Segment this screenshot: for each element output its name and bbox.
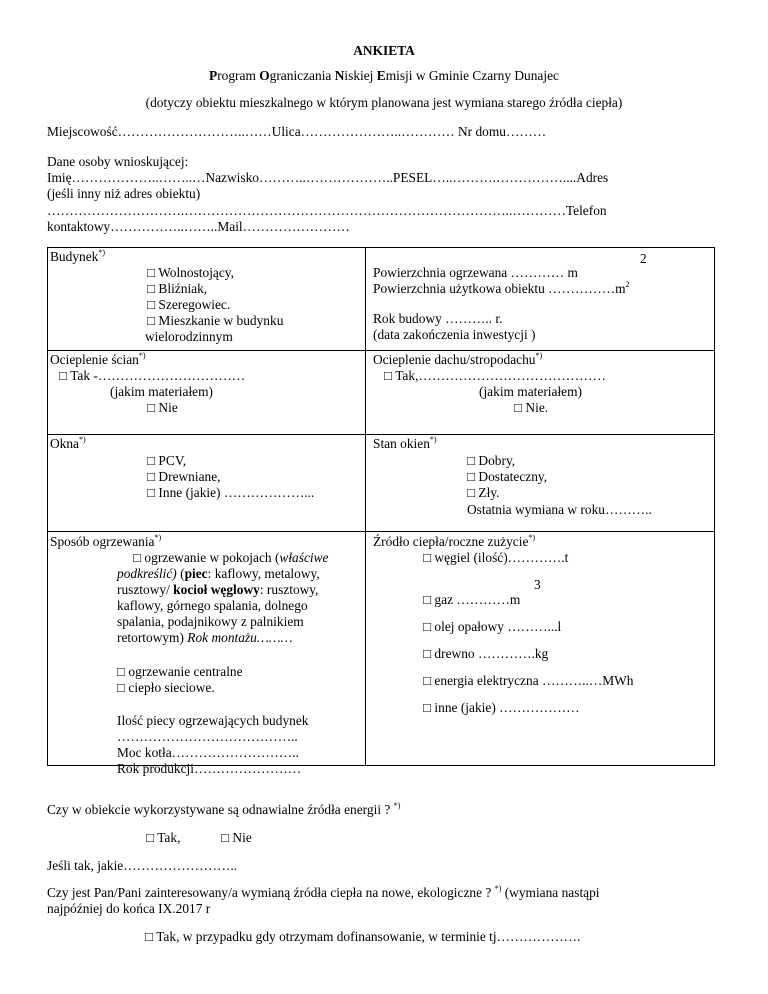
production-year-field[interactable]: Rok produkcji…………………… <box>117 761 302 776</box>
table-row-line <box>47 434 714 435</box>
renewable-question: Czy w obiekcie wykorzystywane są odnawialne źródła energii ? *) <box>47 801 401 817</box>
gas-sup: 3 <box>534 577 541 592</box>
option-terraced[interactable]: □ Szeregowiec. <box>147 297 231 312</box>
applicant-name-line[interactable]: Imię………………..……..…Nazwisko………..………………..PESEL…..……….……………....Adres <box>47 170 609 185</box>
subtitle: (dotyczy obiektu mieszkalnego w którym planowana jest wymiana starego źródła ciepła) <box>145 95 623 110</box>
option-detached[interactable]: □ Wolnostojący, <box>147 265 234 280</box>
build-year-field[interactable]: Rok budowy ……….. r. <box>373 311 503 326</box>
windows-label: Okna*) <box>50 435 86 451</box>
applicant-address-note: (jeśli inny niż adres obiektu) <box>47 186 201 201</box>
option-bad[interactable]: □ Zły. <box>467 485 500 500</box>
table-row-line <box>47 531 714 532</box>
roof-no-option[interactable]: □ Nie. <box>514 400 549 415</box>
other-source-option[interactable]: □ inne (jakie) ……………… <box>423 700 580 715</box>
build-year-note: (data zakończenia inwestycji ) <box>373 327 536 342</box>
renewable-which-field[interactable]: Jeśli tak, jakie…………………….. <box>47 858 238 873</box>
wood-option[interactable]: □ drewno ………….kg <box>423 646 549 661</box>
applicant-address-line[interactable]: ………………………….………………………………………………………………..…………Telefon <box>47 203 607 218</box>
option-apartment-cont: wielorodzinnym <box>145 329 233 344</box>
roof-label: Ocieplenie dachu/stropodachu*) <box>373 351 543 367</box>
building-label: Budynek*) <box>50 248 106 264</box>
building-options <box>147 265 283 345</box>
walls-yes-option[interactable]: □ Tak -…………………………… <box>59 368 246 383</box>
applicant-header: Dane osoby wnioskującej: <box>47 154 189 169</box>
windows-options <box>147 453 314 501</box>
windows-state-label: Stan okien*) <box>373 435 437 451</box>
heated-area-sup: 2 <box>640 251 647 266</box>
program-name: Program Ograniczania Niskiej Emisji w Gminie Czarny Dunajec <box>209 68 559 83</box>
option-pvc[interactable]: □ PCV, <box>147 453 187 468</box>
applicant-contact-line[interactable]: kontaktowy……………..……..Mail…………………… <box>47 219 350 234</box>
roof-yes-option[interactable]: □ Tak,…………………………………… <box>384 368 606 383</box>
walls-no-option[interactable]: □ Nie <box>147 400 178 415</box>
windows-state-options <box>467 453 547 501</box>
stoves-count-label: Ilość piecy ogrzewających budynek <box>117 713 309 728</box>
heating-label: Sposób ogrzewania*) <box>50 533 162 549</box>
interest-yes-option[interactable]: □ Tak, w przypadku gdy otrzymam dofinansowanie, w terminie tj………………. <box>145 929 581 944</box>
heating-option-central[interactable]: □ ogrzewanie centralne <box>117 664 243 679</box>
gas-option[interactable]: □ gaz …………m <box>423 592 521 607</box>
option-wooden[interactable]: □ Drewniane, <box>147 469 221 484</box>
electric-option[interactable]: □ energia elektryczna ………..…MWh <box>423 673 634 688</box>
stoves-count-field[interactable]: ………………………………….. <box>117 729 298 744</box>
option-other-windows[interactable]: □ Inne (jakie) ………………... <box>147 485 315 500</box>
heat-source-label: Źródło ciepła/roczne zużycie*) <box>373 533 536 549</box>
last-replacement-field[interactable]: Ostatnia wymiana w roku……….. <box>467 502 652 517</box>
roof-material-note: (jakim materiałem) <box>479 384 582 399</box>
boiler-power-field[interactable]: Moc kotła……………………….. <box>117 745 299 760</box>
coal-option[interactable]: □ węgiel (ilość)………….t <box>423 550 569 565</box>
heating-option-rooms[interactable]: □ ogrzewanie w pokojach (właściwe podkreślić) (piec: kaflowy, metalowy, rusztowy/ kocioł węglowy: rusztowy, kaflowy, górnego spalania, dolnego spalania, podajnikowy z palnikiem retortowym) Rok montażu……… <box>117 550 329 645</box>
interest-deadline: najpóźniej do końca IX.2017 r <box>47 901 211 916</box>
option-semi-detached[interactable]: □ Bliźniak, <box>147 281 208 296</box>
renewable-no-option[interactable]: □ Nie <box>221 830 252 845</box>
heating-option-network[interactable]: □ ciepło sieciowe. <box>117 680 215 695</box>
address-line[interactable]: Miejscowość………………………..……Ulica…………………..………… Nr domu……… <box>47 124 547 139</box>
renewable-yes-option[interactable]: □ Tak, <box>146 830 181 845</box>
option-good[interactable]: □ Dobry, <box>467 453 516 468</box>
option-apartment[interactable]: □ Mieszkanie w budynku <box>147 313 284 328</box>
table-divider <box>365 247 366 765</box>
heated-area-field[interactable]: Powierzchnia ogrzewana ………… m <box>373 265 578 280</box>
usable-area-field[interactable]: Powierzchnia użytkowa obiektu $\dots\dots\dots\dots\dots m^2$ <box>373 280 630 296</box>
interest-question: Czy jest Pan/Pani zainteresowany/a wymianą źródła ciepła na nowe, ekologiczne ? *) (wymiana nastąpi <box>47 884 600 900</box>
table-row-line <box>47 350 714 351</box>
option-sufficient[interactable]: □ Dostateczny, <box>467 469 548 484</box>
walls-label: Ocieplenie ścian*) <box>50 351 146 367</box>
walls-material-note: (jakim materiałem) <box>110 384 213 399</box>
oil-option[interactable]: □ olej opałowy ………...l <box>423 619 562 634</box>
page-title: ANKIETA <box>353 43 415 58</box>
